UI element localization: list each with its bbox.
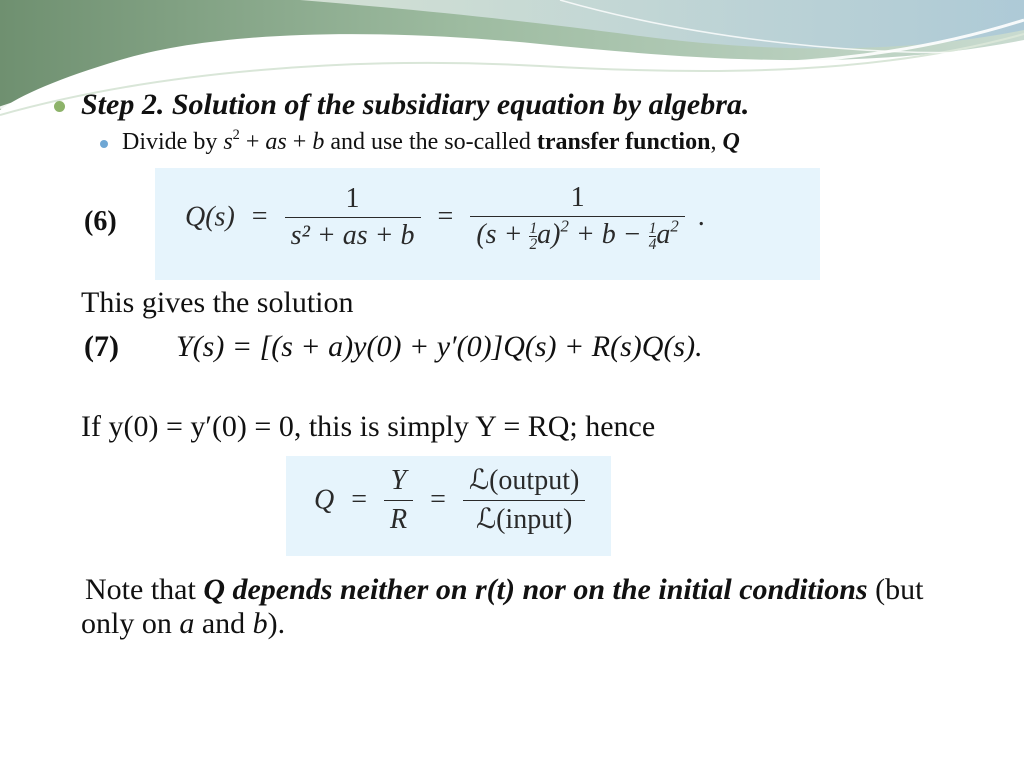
q-fraction-2-numerator: ℒ(output) [468, 465, 580, 496]
transfer-function-equation: Q(s) = $\frac{1}{\text{s² + as + b}}$ = 1 (s + $\frac{1}{2}$ a)$^2$ + b − $\frac{1}{4}$ $a^2$ . [185, 182, 705, 254]
q-ratio-equation: Q = $\frac{Y}{R}$ = $\frac{\text{ℒ(output)}}{\text{ℒ(input)}}$ [314, 464, 585, 536]
divide-instruction: Divide by $s^2$ + as + b and use the so-called transfer function, Q [122, 126, 740, 155]
equation-6-label: (6) [84, 206, 117, 237]
fraction-2-denominator: (s + $\frac{1}{2}$ a)$^2$ + b − $\frac{1}{4}$ $a^2$ [470, 216, 684, 252]
fraction-2-numerator: 1 [570, 182, 585, 213]
sub-bullet-icon [100, 140, 108, 148]
fraction-1-numerator: 1 [345, 182, 360, 214]
note-paragraph: Note that Q depends neither on r(t) nor on the initial conditions (but only on a and b). [81, 573, 924, 640]
equation-q-box [286, 456, 611, 556]
solution-intro: This gives the solution [81, 286, 354, 319]
q-fraction-1-denominator: R [384, 500, 413, 537]
q-fraction-2-denominator: ℒ(input) [463, 500, 585, 537]
equation-7: Y(s) = [(s + a)y(0) + y′(0)]Q(s) + R(s)Q(s). [176, 330, 703, 363]
equation-7-label: (7) [84, 330, 119, 363]
q-fraction-1-numerator: Y [390, 465, 407, 496]
step-heading: Step 2. Solution of the subsidiary equation by algebra. [81, 88, 750, 121]
equation-6-box [155, 168, 820, 280]
initial-conditions-line: If y(0) = y′(0) = 0, this is simply Y = RQ; hence [81, 410, 656, 443]
bullet-icon [54, 101, 65, 112]
fraction-1-denominator: s² + as + b [285, 217, 421, 252]
